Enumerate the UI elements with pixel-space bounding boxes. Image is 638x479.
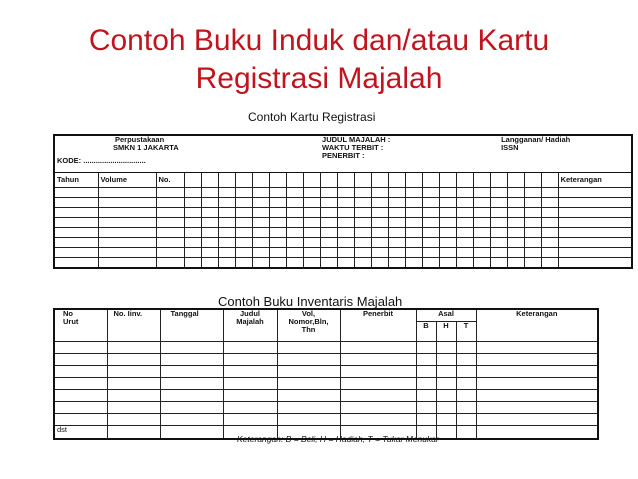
judul-label-1: Judul — [240, 309, 260, 318]
slide-title-line-2: Registrasi Majalah — [195, 62, 443, 95]
waktu-label: WAKTU TERBIT : — [322, 143, 384, 152]
kode-field: KODE: .............................. — [57, 156, 146, 165]
col-keterangan: Keterangan — [558, 173, 632, 188]
inventaris-blank-row — [54, 366, 598, 378]
kartu-blank-row — [54, 188, 632, 198]
kartu-blank-row — [54, 218, 632, 228]
inventaris-body — [54, 342, 598, 426]
kartu-blank-row — [54, 228, 632, 238]
inventaris-blank-row — [54, 354, 598, 366]
col-keterangan-inv: Keterangan — [476, 309, 598, 342]
col-asal-h: H — [436, 322, 456, 342]
vol-label-3: Thn — [301, 325, 316, 334]
kartu-column-header — [54, 173, 632, 188]
kartu-blank-row — [54, 208, 632, 218]
col-no-urut — [54, 309, 107, 342]
col-judul — [223, 309, 277, 342]
col-asal-b: B — [416, 322, 436, 342]
kartu-blank-row — [54, 198, 632, 208]
vol-label-2: Nomor,Bln, — [288, 317, 329, 326]
kartu-body — [54, 188, 632, 269]
kartu-blank-row — [54, 238, 632, 248]
slide-title-line-1: Contoh Buku Induk dan/atau Kartu — [88, 24, 550, 57]
kartu-langganan-cell — [473, 135, 632, 173]
no-label: No — [63, 309, 73, 318]
penerbit-label: PENERBIT : — [322, 151, 365, 160]
kartu-header-row — [54, 135, 632, 173]
kartu-blank-row — [54, 258, 632, 269]
library-school: SMKN 1 JAKARTA — [113, 143, 179, 152]
inventaris-blank-row — [54, 414, 598, 426]
judul-label-2: Majalah — [236, 317, 264, 326]
inventaris-header-row-1 — [54, 309, 598, 322]
library-name: Perpustakaan — [115, 135, 165, 144]
kartu-blank-row — [54, 248, 632, 258]
dst-cell: dst — [54, 426, 107, 440]
issn-label: ISSN — [501, 143, 519, 152]
inventaris-blank-row — [54, 402, 598, 414]
col-vol — [277, 309, 340, 342]
col-no: No. — [156, 173, 184, 188]
col-penerbit: Penerbit — [340, 309, 416, 342]
col-tanggal: Tanggal — [160, 309, 223, 342]
kartu-judul-cell — [320, 135, 473, 173]
col-tahun: Tahun — [54, 173, 98, 188]
inventaris-blank-row — [54, 342, 598, 354]
col-no-inv: No. Iinv. — [107, 309, 160, 342]
col-volume: Volume — [98, 173, 156, 188]
judul-label: JUDUL MAJALAH : — [322, 135, 391, 144]
inventaris-blank-row — [54, 390, 598, 402]
inventaris-table — [53, 308, 599, 440]
slide-title — [0, 22, 638, 98]
kartu-library-cell — [54, 135, 320, 173]
urut-label: Urut — [63, 317, 79, 326]
inventaris-note: Keterangan: B = Beli, H = Hadiah, T = Tukar Menukar — [237, 434, 439, 444]
kartu-title: Contoh Kartu Registrasi — [248, 110, 376, 124]
inventaris-blank-row — [54, 378, 598, 390]
col-asal-t: T — [456, 322, 476, 342]
langganan-label: Langganan/ Hadiah — [501, 135, 571, 144]
col-asal: Asal — [416, 309, 476, 322]
vol-label-1: Vol, — [301, 309, 316, 318]
inventaris-title: Contoh Buku Inventaris Majalah — [218, 294, 403, 309]
kartu-registrasi-table — [53, 134, 633, 269]
